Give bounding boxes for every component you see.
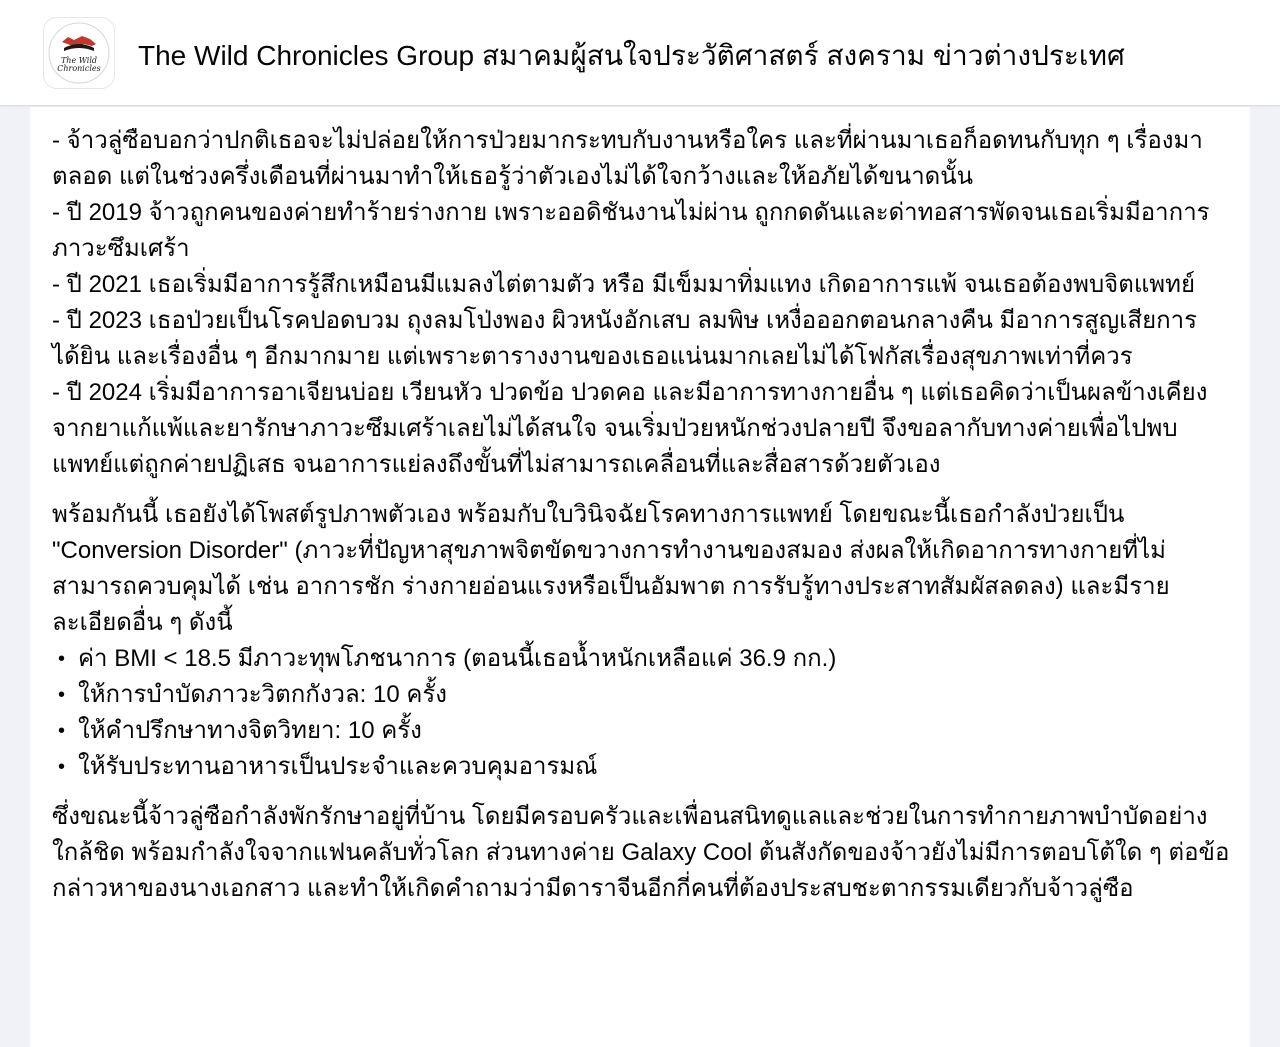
intro-line-4: - ปี 2023 เธอป่วยเป็นโรคปอดบวม ถุงลมโป่งพอง ผิวหนังอักเสบ ลมพิษ เหงื่อออกตอนกลางคืน มีอาการสูญเสียการได้ยิน และเรื่องอื่น ๆ อีกมากมาย แต่เพราะตารางงานของเธอแน่นมากเลยไม่ได้โฟกัสเรื่องสุขภาพเท่าที่ควร (52, 307, 1198, 370)
group-header (0, 0, 1280, 106)
diagnosis-item-bmi: • ค่า BMI < 18.5 มีภาวะทุพโภชนาการ (ตอนนี้เธอน้ำหนักเหลือแค่ 36.9 กก.) (52, 641, 1232, 677)
the-wild-chronicles-logo-icon (44, 18, 114, 88)
logo-text-line1: The Wild (60, 56, 98, 65)
intro-line-5: - ปี 2024 เริ่มมีอาการอาเจียนบ่อย เวียนหัว ปวดข้อ ปวดคอ และมีอาการทางกายอื่น ๆ แต่เธอคิดว่าเป็นผลข้างเคียงจากยาแก้แพ้และยารักษาภาวะซึมเศร้าเลยไม่ได้สนใจ จนเริ่มป่วยหนักช่วงปลายปี จึงขอลากับทางค่ายเพื่อไปพบแพทย์แต่ถูกค่ายปฏิเสธ จนอาการแย่ลงถึงขั้นที่ไม่สามารถเคลื่อนที่และสื่อสารด้วยตัวเอง (52, 379, 1208, 478)
post-card (30, 107, 1250, 1047)
closing-paragraph: ซึ่งขณะนี้จ้าวลู่ซือกำลังพักรักษาอยู่ที่บ้าน โดยมีครอบครัวและเพื่อนสนิทดูแลและช่วยในการทำกายภาพบำบัดอย่างใกล้ชิด พร้อมกำลังใจจากแฟนคลับทั่วโลก ส่วนทางค่าย Galaxy Cool ต้นสังกัดของจ้าวยังไม่มีการตอบโต้ใด ๆ ต่อข้อกล่าวหาของนางเอกสาว และทำให้เกิดคำถามว่ามีดาราจีนอีกกี่คนที่ต้องประสบชะตากรรมเดียวกับจ้าวลู่ซือ (52, 803, 1230, 902)
diagnosis-list (52, 641, 1232, 785)
diagnosis-item-anxiety-therapy: • ให้การบำบัดภาวะวิตกกังวล: 10 ครั้ง (52, 677, 1232, 713)
diagnosis-paragraph: พร้อมกันนี้ เธอยังได้โพสต์รูปภาพตัวเอง พร้อมกับใบวินิจฉัยโรคทางการแพทย์ โดยขณะนี้เธอกำลังป่วยเป็น "Conversion Disorder" (ภาวะที่ปัญหาสุขภาพจิตขัดขวางการทำงานของสมอง ส่งผลให้เกิดอาการทางกายที่ไม่สามารถควบคุมได้ เช่น อาการชัก ร่างกายอ่อนแรงหรือเป็นอัมพาต การรับรู้ทางประสาทสัมผัสลดลง) และมีรายละเอียดอื่น ๆ ดังนี้ (52, 501, 1170, 636)
group-title[interactable]: The Wild Chronicles Group สมาคมผู้สนใจประวัติศาสตร์ สงคราม ข่าวต่างประเทศ (138, 40, 1125, 71)
intro-line-2: - ปี 2019 จ้าวถูกคนของค่ายทำร้ายร่างกาย เพราะออดิชันงานไม่ผ่าน ถูกกดดันและด่าทอสารพัดจนเธอเริ่มมีอาการภาวะซึมเศร้า (52, 199, 1210, 262)
intro-line-1: - จ้าวลู่ซือบอกว่าปกติเธอจะไม่ปล่อยให้การป่วยมากระทบกับงานหรือใคร และที่ผ่านมาเธอก็อดทนกับทุก ๆ เรื่องมาตลอด แต่ในช่วงครึ่งเดือนที่ผ่านมาทำให้เธอรู้ว่าตัวเองไม่ได้ใจกว้างและให้อภัยได้ขนาดนั้น (52, 127, 1203, 190)
post-body (52, 123, 1232, 907)
group-avatar[interactable] (43, 17, 115, 89)
diagnosis-item-counseling: • ให้คำปรึกษาทางจิตวิทยา: 10 ครั้ง (52, 713, 1232, 749)
intro-line-3: - ปี 2021 เธอเริ่มมีอาการรู้สึกเหมือนมีแมลงไต่ตามตัว หรือ มีเข็มมาทิ่มแทง เกิดอาการแพ้ จนเธอต้องพบจิตแพทย์ (52, 271, 1195, 298)
logo-text-line2: Chronicles (57, 64, 101, 73)
diagnosis-item-diet: • ให้รับประทานอาหารเป็นประจำและควบคุมอารมณ์ (52, 749, 1232, 785)
